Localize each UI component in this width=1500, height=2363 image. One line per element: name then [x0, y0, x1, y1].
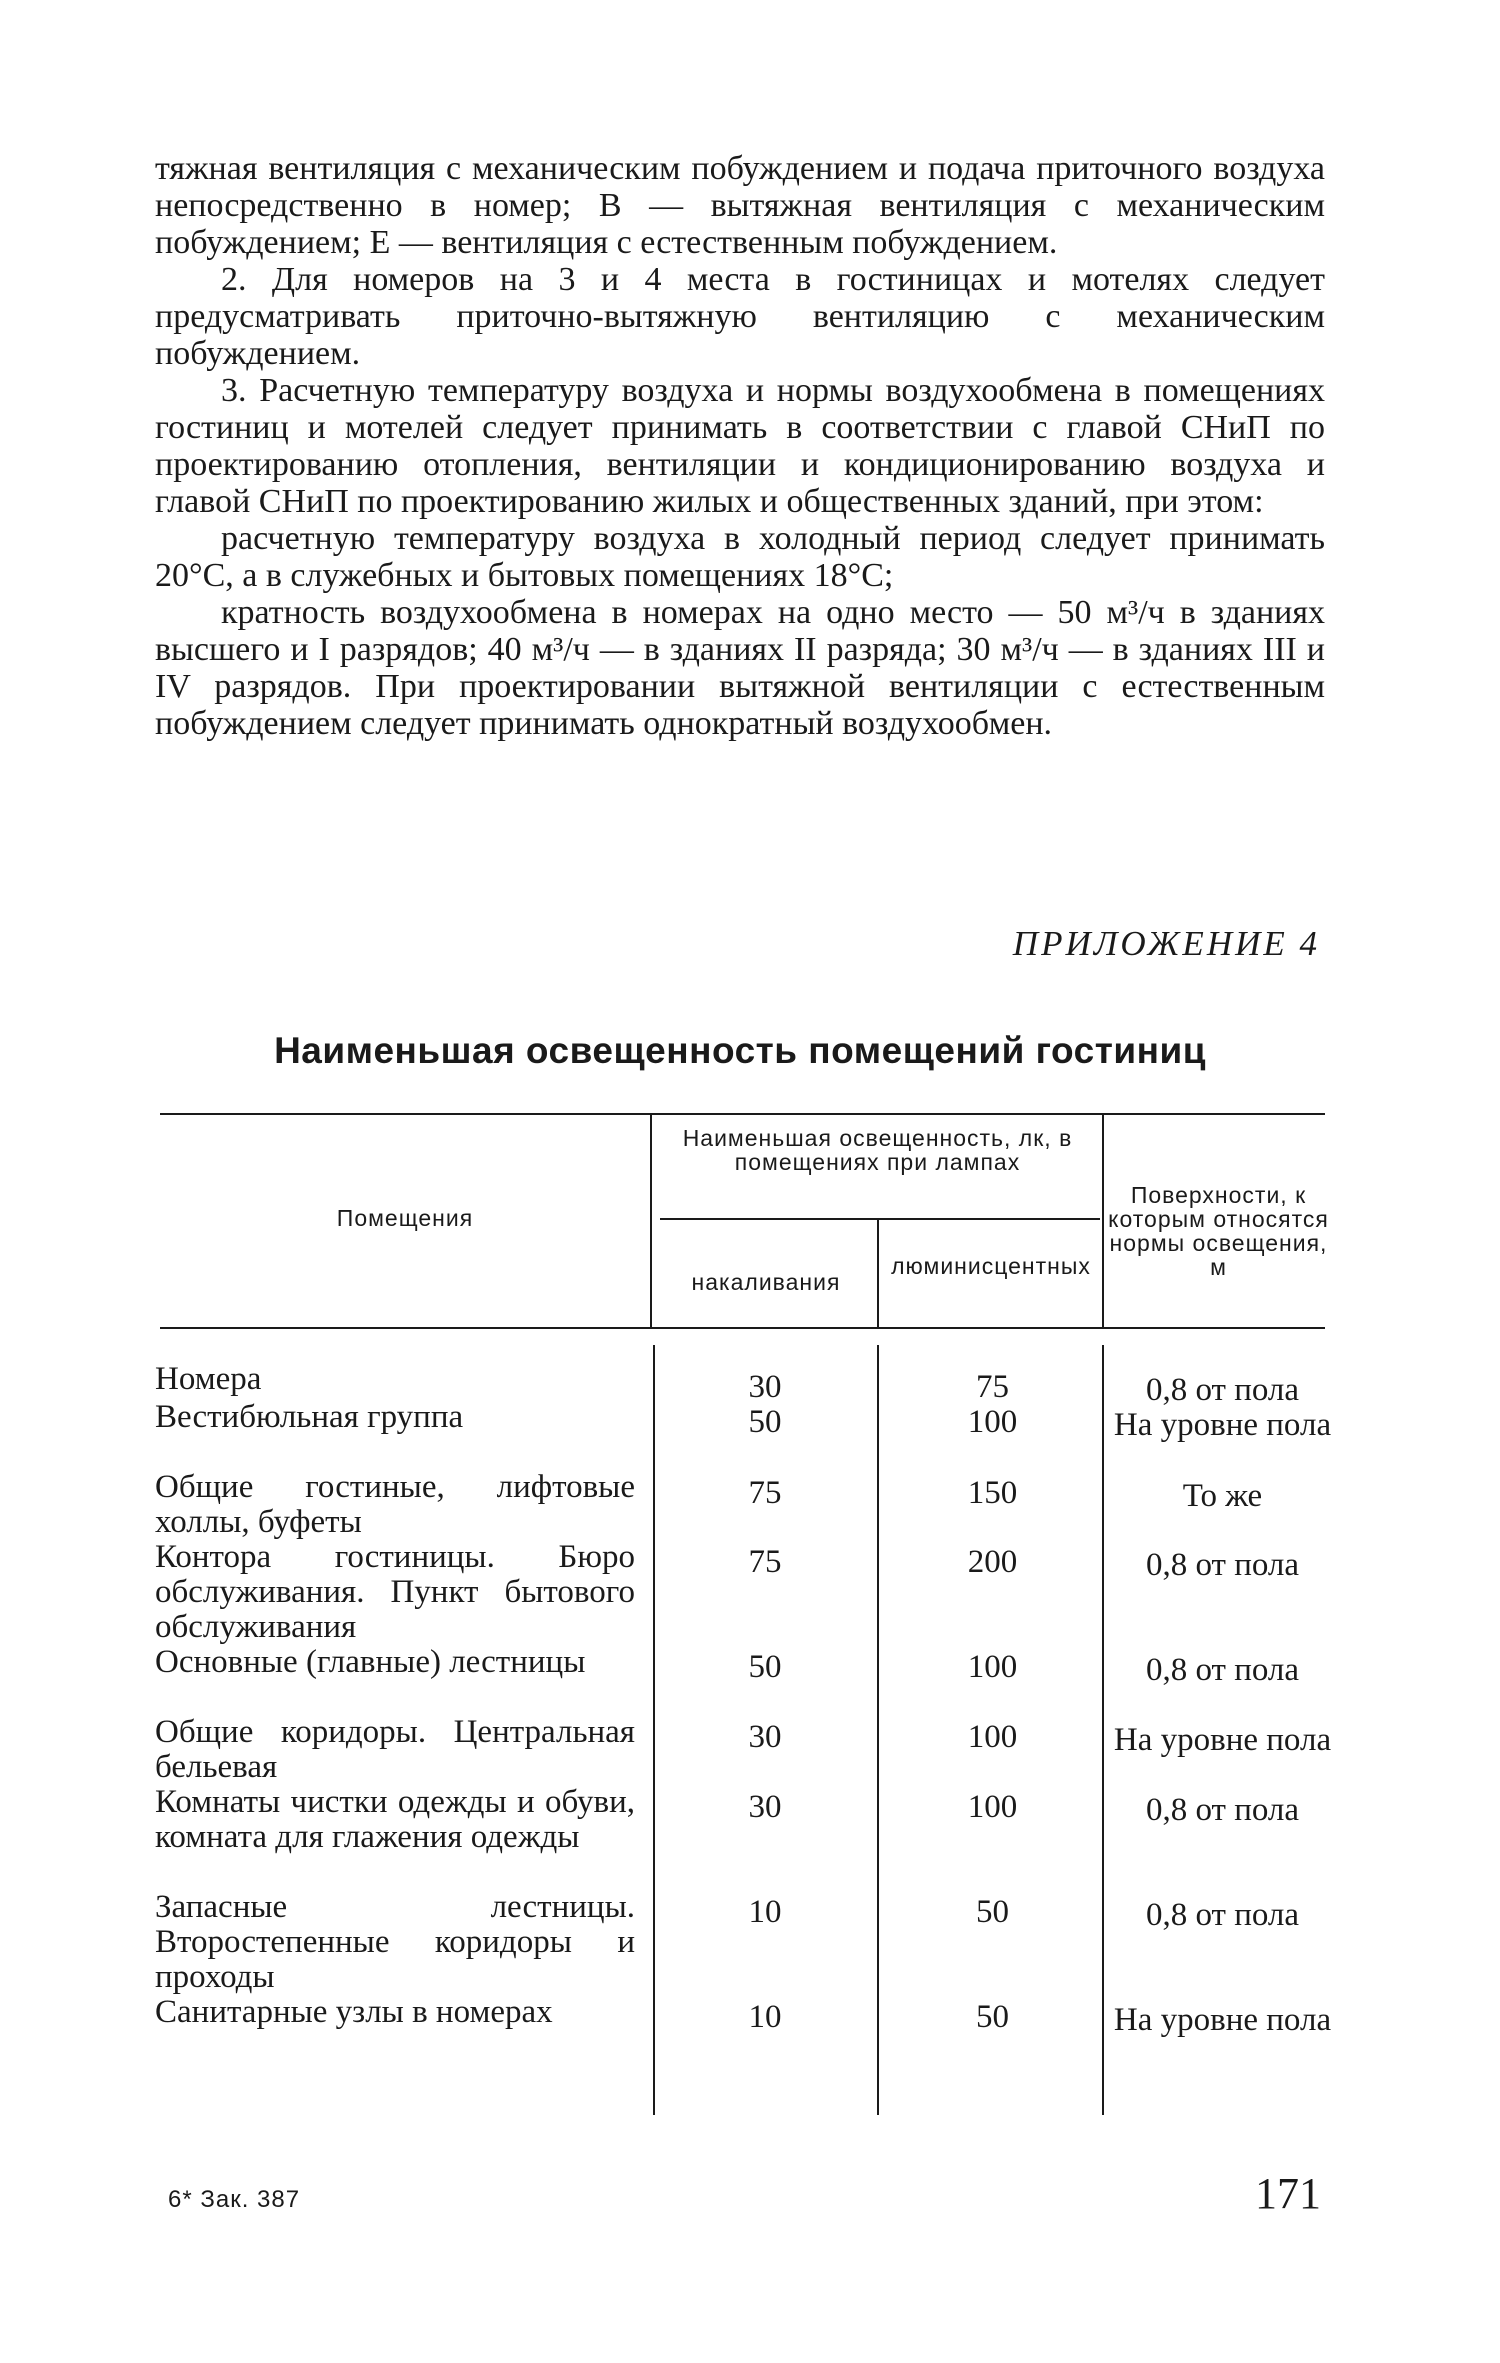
table-top-rule [160, 1113, 1325, 1115]
row-2-fluorescent: 100 [967, 1404, 1018, 1440]
row-1-incandescent: 30 [748, 1369, 782, 1405]
header-bottom-rule [160, 1327, 1325, 1329]
row-6-incandescent: 30 [748, 1719, 782, 1755]
paragraph-5: кратность воздухообмена в номерах на одно место — 50 м³/ч в зданиях высшего и I разрядов; 40 м³/ч — в зданиях II разряда; 30 м³/ч — в зданиях III и IV разрядов. При проектировании вытяжной вентиляции с естественным побуждением следует принимать однократный воздухообмен. [155, 594, 1325, 742]
page-number: 171 [1255, 2169, 1321, 2218]
row-8-fluorescent: 50 [976, 1894, 1009, 1930]
row-4-incandescent: 75 [748, 1544, 782, 1580]
body-text [155, 150, 1325, 742]
row-6-surface: На уровне пола [1113, 1722, 1332, 1758]
row-2-incandescent: 50 [748, 1404, 782, 1440]
row-7-room: Комнаты чистки одежды и обуви, комната для глажения одежды [155, 1784, 635, 1855]
row-5-room: Основные (главные) лестницы [155, 1644, 586, 1680]
row-8-incandescent: 10 [748, 1894, 782, 1930]
row-1-room: Номера [155, 1361, 262, 1397]
header-divider-1 [650, 1113, 652, 1327]
body-divider-2 [877, 1345, 879, 2115]
row-3-fluorescent: 150 [967, 1475, 1018, 1511]
row-2-room: Вестибюльная группа [155, 1399, 464, 1435]
row-6-fluorescent: 100 [967, 1719, 1018, 1755]
header-sub-rule [660, 1218, 1100, 1220]
row-4-fluorescent: 200 [967, 1544, 1018, 1580]
footer-order-note: 6* Зак. 387 [168, 2186, 301, 2213]
row-1-fluorescent: 75 [976, 1369, 1009, 1405]
row-9-incandescent: 10 [748, 1999, 782, 2035]
paragraph-1: тяжная вентиляция с механическим побуждением и подача приточного воздуха непосредственно в номер; В — вытяжная вентиляция с механическим побуждением; Е — вентиляция с естественным побуждением. [155, 150, 1325, 261]
header-fluorescent: люминисцентных [891, 1253, 1091, 1279]
header-divider-3 [1102, 1113, 1104, 1327]
row-5-fluorescent: 100 [967, 1649, 1018, 1685]
row-3-incandescent: 75 [748, 1475, 782, 1511]
paragraph-4: расчетную температуру воздуха в холодный период следует принимать 20°С, а в служебных и бытовых помещениях 18°С; [155, 520, 1325, 594]
body-divider-3 [1102, 1345, 1104, 2115]
row-9-surface: На уровне пола [1113, 2002, 1332, 2038]
table-title: Наименьшая освещенность помещений гостиниц [274, 1030, 1206, 1071]
row-4-surface: 0,8 от пола [1145, 1547, 1300, 1583]
header-illuminance: Наименьшая освещенность, лк, в помещениях при лампах [682, 1125, 1073, 1175]
row-7-surface: 0,8 от пола [1145, 1792, 1300, 1828]
row-7-fluorescent: 100 [967, 1789, 1018, 1825]
row-3-surface: То же [1182, 1478, 1263, 1514]
row-5-incandescent: 50 [748, 1649, 782, 1685]
row-8-surface: 0,8 от пола [1145, 1897, 1300, 1933]
header-incandescent: накаливания [691, 1269, 841, 1295]
row-1-surface: 0,8 от пола [1145, 1372, 1300, 1408]
header-surfaces: Поверхности, к которым относятся нормы освещения, м [1108, 1182, 1329, 1280]
row-6-room: Общие коридоры. Центральная бельевая [155, 1714, 635, 1785]
paragraph-3: 3. Расчетную температуру воздуха и нормы воздухообмена в помещениях гостиниц и мотелей следует принимать в соответствии с главой СНиП по проектированию отопления, вентиляции и кондиционированию воздуха и главой СНиП по проектированию жилых и общественных зданий, при этом: [155, 372, 1325, 520]
row-9-fluorescent: 50 [976, 1999, 1009, 2035]
appendix-label: ПРИЛОЖЕНИЕ 4 [1012, 924, 1320, 963]
row-7-incandescent: 30 [748, 1789, 782, 1825]
paragraph-2: 2. Для номеров на 3 и 4 места в гостиницах и мотелях следует предусматривать приточно-вытяжную вентиляцию с механическим побуждением. [155, 261, 1325, 372]
header-divider-2 [877, 1220, 879, 1327]
row-2-surface: На уровне пола [1113, 1407, 1332, 1443]
row-3-room: Общие гостиные, лифтовые холлы, буфеты [155, 1469, 635, 1540]
header-rooms: Помещения [336, 1205, 474, 1231]
row-8-room: Запасные лестницы. Второстепенные коридоры и проходы [155, 1889, 635, 1995]
row-9-room: Санитарные узлы в номерах [155, 1994, 553, 2030]
body-divider-1 [653, 1345, 655, 2115]
row-4-room: Контора гостиницы. Бюро обслуживания. Пункт бытового обслуживания [155, 1539, 635, 1645]
row-5-surface: 0,8 от пола [1145, 1652, 1300, 1688]
